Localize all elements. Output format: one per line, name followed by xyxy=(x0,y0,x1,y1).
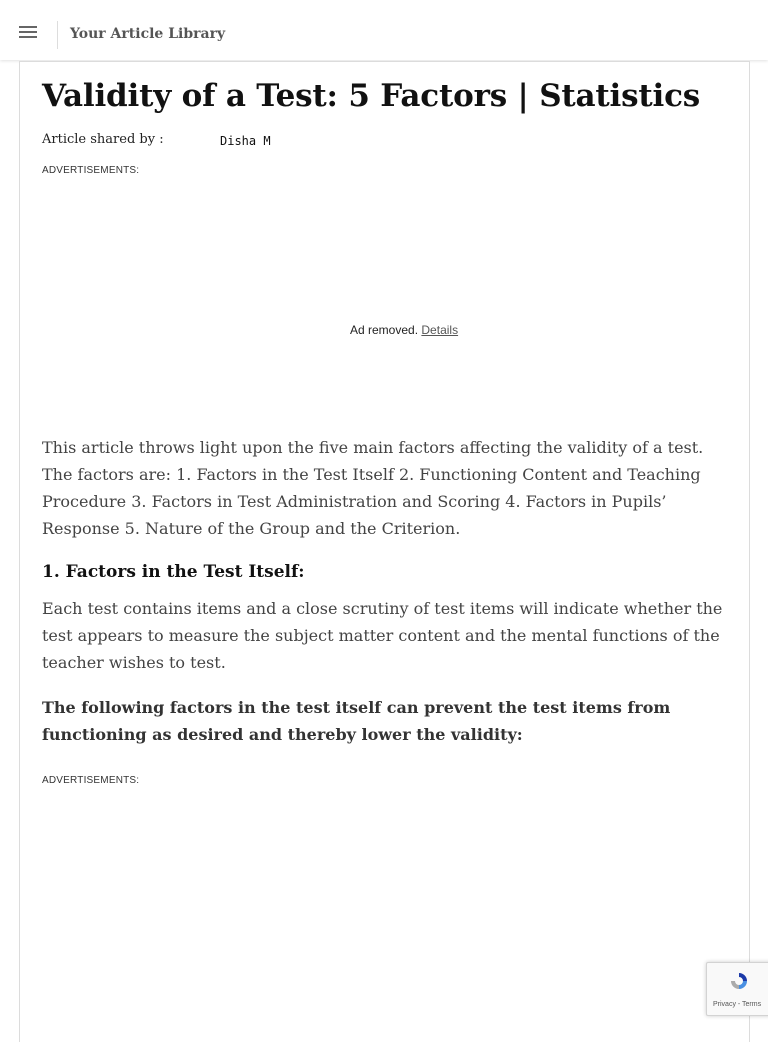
advertisement-label-2: ADVERTISEMENTS: xyxy=(42,775,140,786)
header-divider xyxy=(57,21,58,49)
recaptcha-icon xyxy=(729,971,749,991)
shared-by-label: Article shared by : xyxy=(42,132,164,147)
author-link[interactable]: Disha M xyxy=(220,134,271,148)
article-card xyxy=(19,61,750,1042)
recaptcha-badge[interactable] xyxy=(706,962,768,1016)
section-paragraph: Each test contains items and a close scrutiny of test items will indicate whether the test appears to measure the subject matter content and the mental functions of the teacher wishes to test. xyxy=(42,599,723,672)
intro-paragraph: This article throws light upon the five main factors affecting the validity of a test. The factors are: 1. Factors in the Test Itself 2. Functioning Content and Teaching Procedure 3. Factors in Test Administration and Scoring 4. Factors in Pupils’ Response 5. Nature of the Group and the Criterion. xyxy=(42,438,704,538)
ad-removed-text: Ad removed. xyxy=(350,323,419,337)
recaptcha-privacy-terms[interactable]: Privacy - Terms xyxy=(713,1001,762,1008)
top-header-bar xyxy=(0,0,768,60)
advertisement-label: ADVERTISEMENTS: xyxy=(42,165,140,176)
site-title-link[interactable]: Your Article Library xyxy=(70,26,226,42)
ad-removed-notice xyxy=(350,323,458,337)
section-bold-paragraph: The following factors in the test itself can prevent the test items from functioning as desired and thereby lower the validity: xyxy=(42,698,671,744)
ad-details-link[interactable]: Details xyxy=(421,323,459,337)
section-heading: 1. Factors in the Test Itself: xyxy=(42,562,305,582)
article-title: Validity of a Test: 5 Factors | Statistics xyxy=(42,78,700,114)
hamburger-menu-icon[interactable] xyxy=(19,26,37,40)
